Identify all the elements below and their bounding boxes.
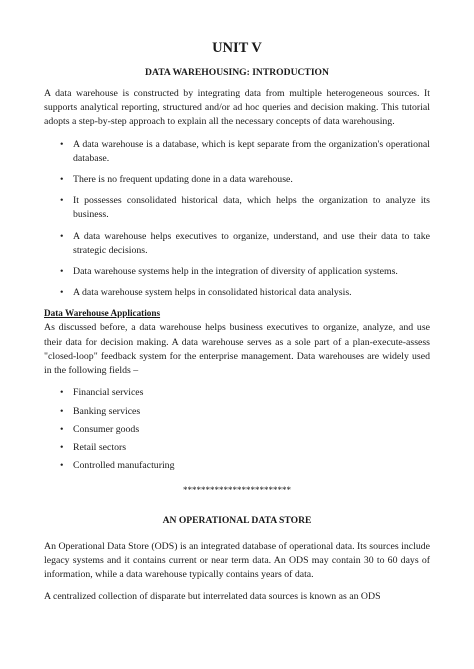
bullet-icon: •	[60, 174, 64, 186]
applications-field-list	[44, 386, 430, 473]
unit-title: UNIT V	[212, 40, 262, 56]
bullet-icon: •	[60, 405, 64, 417]
intro-bullet-list	[44, 138, 430, 301]
list-item: • Controlled manufacturing	[44, 459, 430, 473]
bullet-icon: •	[60, 230, 64, 242]
list-item: • Banking services	[44, 405, 430, 419]
list-item: • Financial services	[44, 386, 430, 400]
list-item: • There is no frequent updating done in a data warehouse.	[44, 173, 430, 187]
applications-heading: Data Warehouse Applications	[44, 308, 161, 319]
separator-stars: ************************	[183, 484, 291, 495]
bullet-icon: •	[60, 460, 64, 472]
list-item: • A data warehouse helps executives to organize, understand, and use their data to take strategic decisions.	[60, 230, 430, 256]
intro-paragraph: A data warehouse is constructed by integrating data from multiple heterogeneous sources. It supports analytical reporting, structured and/or ad hoc queries and decision making. This tutorial adopts a step-by-step approach to explain all the necessary concepts of data warehousing.	[44, 88, 430, 128]
list-item: • Consumer goods	[44, 423, 430, 437]
ods-paragraph: An Operational Data Store (ODS) is an integrated database of operational data. Its sources include legacy systems and it contains current or near term data. An ODS may contain 30 to 60 days of information, while a data warehouse typically contains years of data.	[44, 540, 430, 581]
bullet-icon: •	[60, 442, 64, 454]
applications-paragraph: As discussed before, a data warehouse helps business executives to organize, analyze, and use their data for decision making. A data warehouse serves as a sole part of a plan-execute-assess "closed-loop" feedback system for the enterprise management. Data warehouses are widely used in the following fields –	[44, 322, 430, 377]
list-item: • A data warehouse system helps in consolidated historical data analysis.	[44, 286, 430, 300]
list-item: • Retail sectors	[44, 441, 430, 455]
bullet-icon: •	[60, 423, 64, 435]
bullet-icon: •	[60, 195, 64, 207]
section-title-data-warehousing: DATA WAREHOUSING: INTRODUCTION	[145, 67, 329, 78]
bullet-icon: •	[60, 138, 64, 150]
bullet-icon: •	[60, 266, 64, 278]
list-item: • Data warehouse systems help in the integration of diversity of application systems.	[44, 265, 430, 279]
bullet-icon: •	[60, 287, 64, 299]
section-title-ods: AN OPERATIONAL DATA STORE	[162, 514, 312, 526]
ods-definition: A centralized collection of disparate but interrelated data sources is known as an ODS	[44, 591, 381, 603]
list-item: • It possesses consolidated historical data, which helps the organization to analyze its business.	[60, 195, 430, 221]
list-item: • A data warehouse is a database, which is kept separate from the organization's operational database.	[60, 138, 430, 164]
bullet-icon: •	[60, 387, 64, 399]
